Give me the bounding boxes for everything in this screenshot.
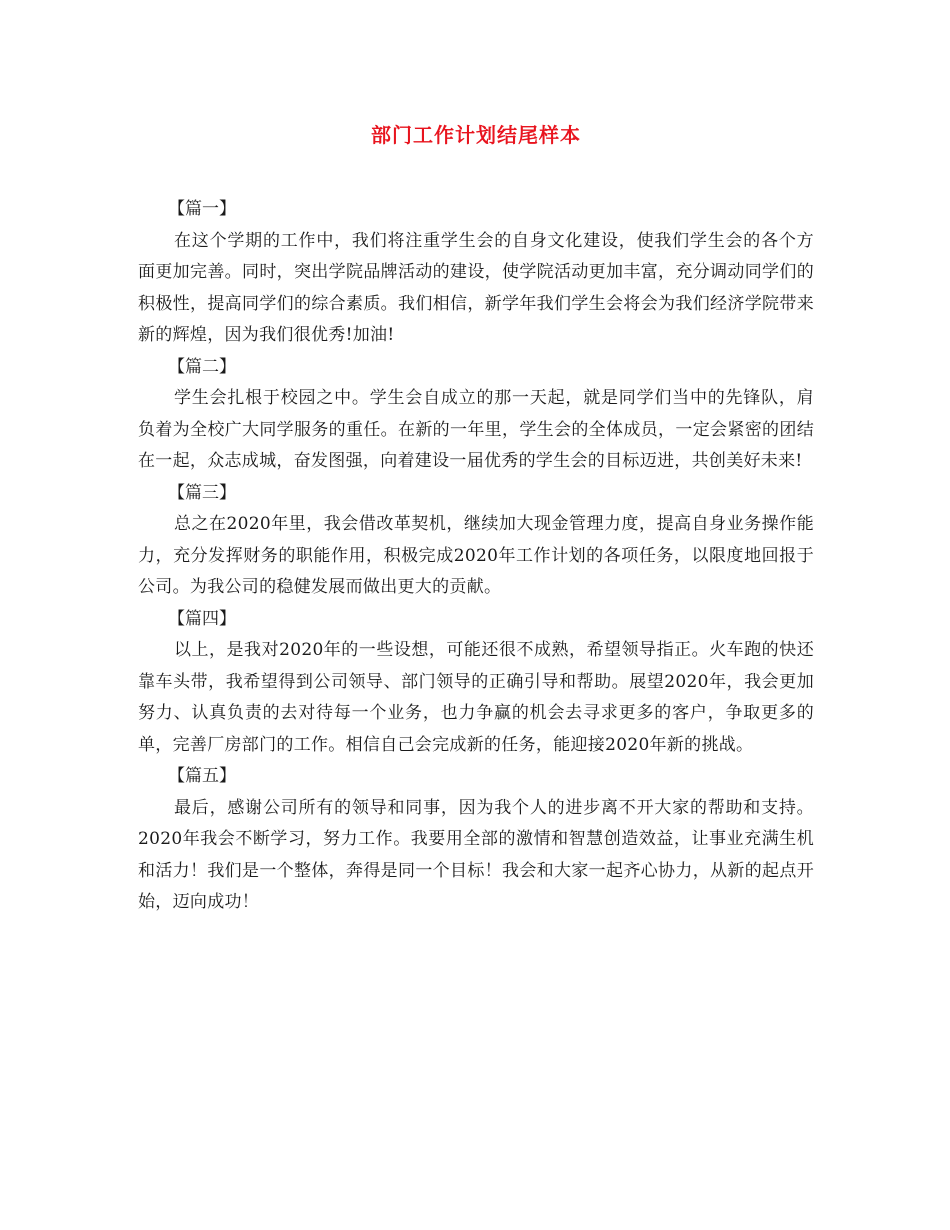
section-heading-2: 【篇二】	[168, 356, 236, 377]
section-heading-3: 【篇三】	[168, 482, 236, 503]
section-heading-5: 【篇五】	[168, 766, 236, 786]
document-body	[138, 194, 814, 919]
section-paragraph-2: 学生会扎根于校园之中。学生会自成立的那一天起，就是同学们当中的先锋队，肩负着为全校广大同学服务的重任。在新的一年里，学生会的全体成员，一定会紧密的团结在一起，众志成城，奋发图强，向着建设一届优秀的学生会的目标迈进，共创美好未来!	[138, 388, 814, 471]
section-paragraph-3: 总之在2020年里，我会借改革契机，继续加大现金管理力度，提高自身业务操作能力，充分发挥财务的职能作用，积极完成2020年工作计划的各项任务，以限度地回报于公司。为我公司的稳健发展而做出更大的贡献。	[138, 514, 814, 597]
document-title: 部门工作计划结尾样本	[371, 123, 581, 147]
section-heading-4: 【篇四】	[168, 608, 236, 629]
section-paragraph-4: 以上，是我对2020年的一些设想，可能还很不成熟，希望领导指正。火车跑的快还靠车头带，我希望得到公司领导、部门领导的正确引导和帮助。展望2020年，我会更加努力、认真负责的去对待每一个业务，也力争赢的机会去寻求更多的客户，争取更多的单，完善厂房部门的工作。相信自己会完成新的任务，能迎接2020年新的挑战。	[138, 640, 814, 755]
section-heading-1: 【篇一】	[168, 199, 236, 219]
section-paragraph-1: 在这个学期的工作中，我们将注重学生会的自身文化建设，使我们学生会的各个方面更加完善。同时，突出学院品牌活动的建设，使学院活动更加丰富，充分调动同学们的积极性，提高同学们的综合素质。我们相信，新学年我们学生会将会为我们经济学院带来新的辉煌，因为我们很优秀!加油!	[138, 230, 814, 345]
section-paragraph-5: 最后，感谢公司所有的领导和同事，因为我个人的进步离不开大家的帮助和支持。2020年我会不断学习，努力工作。我要用全部的激情和智慧创造效益，让事业充满生机和活力！我们是一个整体，奔得是同一个目标！我会和大家一起齐心协力，从新的起点开始，迈向成功！	[138, 797, 814, 912]
